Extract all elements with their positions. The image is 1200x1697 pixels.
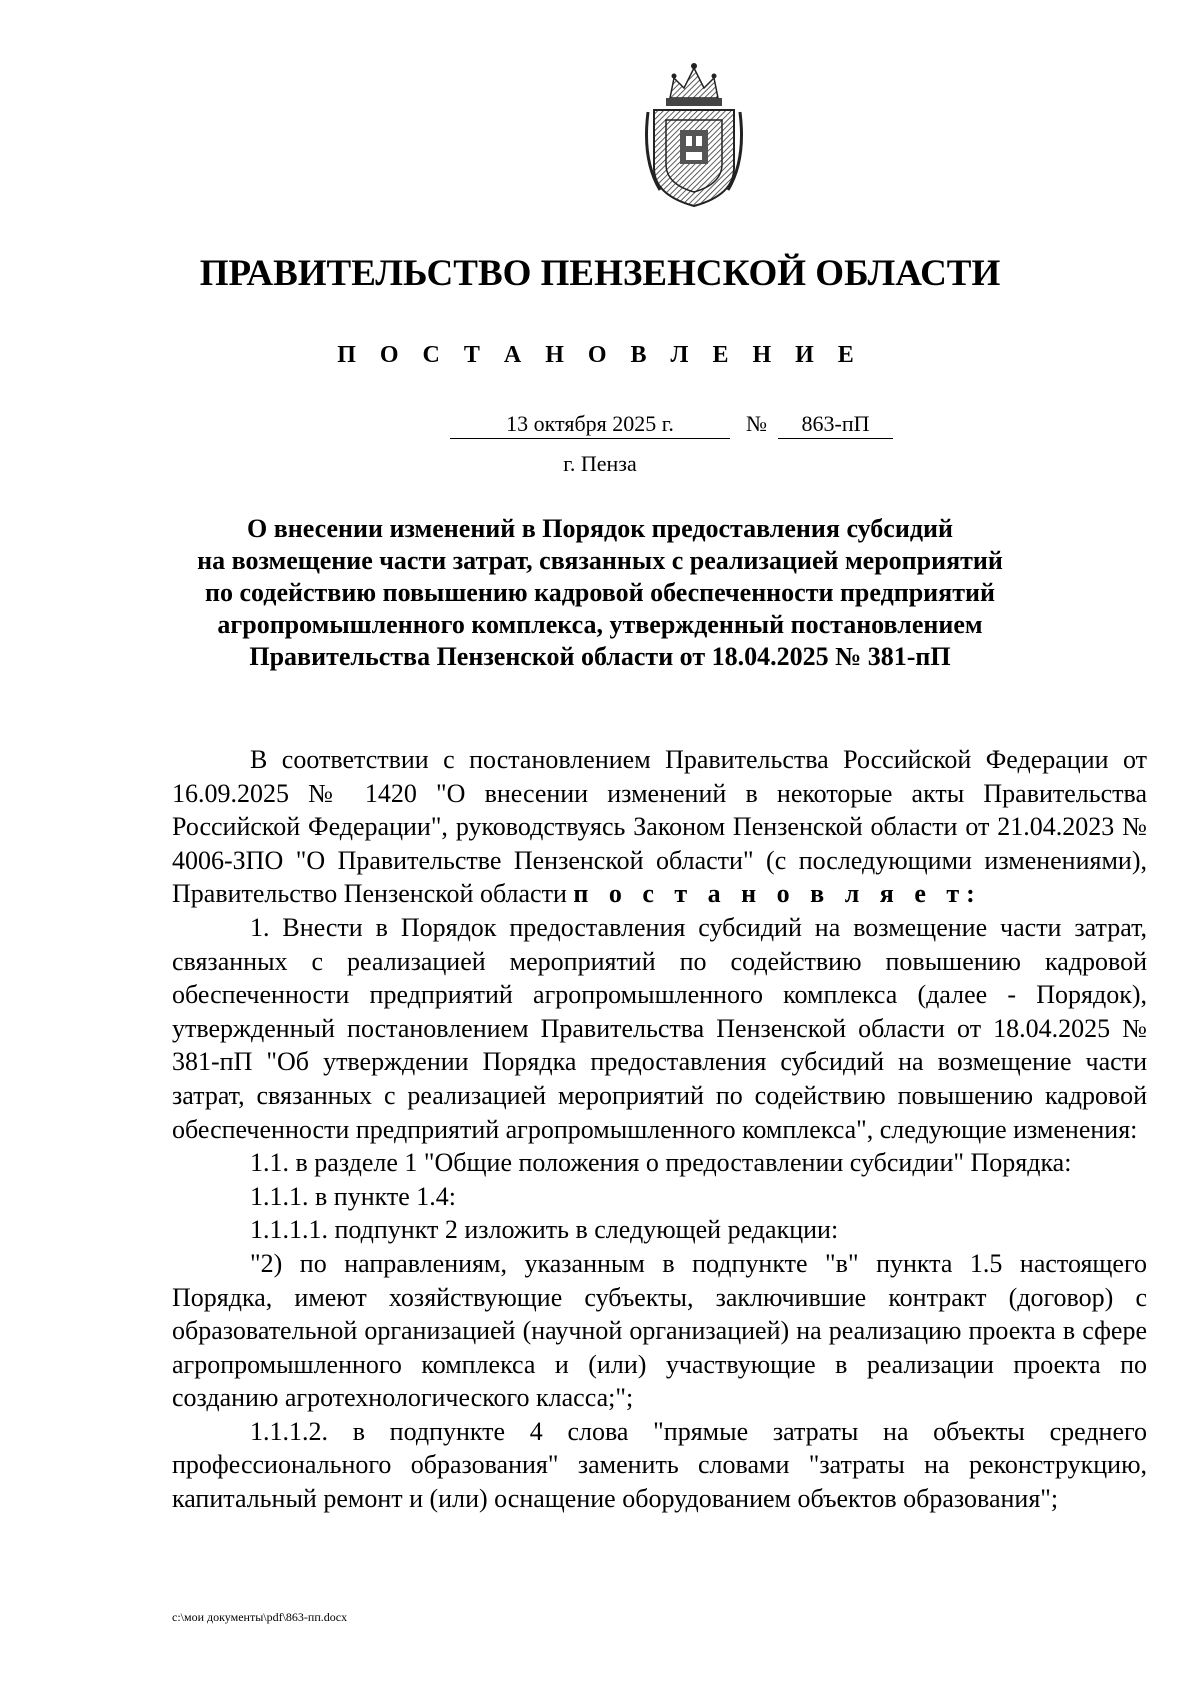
heading-line: по содействию повышению кадровой обеспеченности предприятий bbox=[205, 578, 995, 607]
document-place: г. Пенза bbox=[563, 451, 637, 476]
body-paragraph: 1.1.1. в пункте 1.4: bbox=[250, 1181, 457, 1211]
number-sign: № bbox=[746, 411, 767, 436]
document-date: 13 октября 2025 г. bbox=[450, 410, 730, 439]
body-paragraph: 1.1.1.2. в подпункте 4 слова "прямые затраты на объекты среднего профессионального образования" заменить словами "затраты на реконструкцию, капитальный ремонт и (или) оснащение оборудованием объектов образования"; bbox=[172, 1416, 1147, 1514]
file-path-footer: c:\мои документы\pdf\863-пп.docx bbox=[172, 1610, 348, 1624]
body-paragraph: 1.1. в разделе 1 "Общие положения о предоставлении субсидии" Порядка: bbox=[250, 1148, 1072, 1178]
organization-title: ПРАВИТЕЛЬСТВО ПЕНЗЕНСКОЙ ОБЛАСТИ bbox=[199, 253, 1001, 294]
document-heading bbox=[150, 513, 1050, 673]
heading-line: Правительства Пензенской области от 18.04.2025 № 381-пП bbox=[249, 642, 951, 671]
body-paragraph: "2) по направлениям, указанным в подпункте "в" пункта 1.5 настоящего Порядка, имеют хозяйствующие субъекты, заключившие контракт (договор) с образовательной организацией (научной организацией) на реализацию проекта в сфере агропромышленного комплекса и (или) участвующие в реализации проекта по созданию агротехнологического класса;"; bbox=[172, 1248, 1147, 1413]
document-type: П О С Т А Н О В Л Е Н И Е bbox=[337, 342, 863, 368]
heading-line: агропромышленного комплекса, утвержденный постановлением bbox=[217, 610, 983, 639]
resolves-text: п о с т а н о в л я е т: bbox=[573, 879, 982, 909]
heading-line: на возмещение части затрат, связанных с реализацией мероприятий bbox=[197, 546, 1003, 575]
body-paragraph: 1.1.1.1. подпункт 2 изложить в следующей редакции: bbox=[250, 1215, 839, 1245]
preamble-paragraph bbox=[172, 743, 1147, 911]
document-body bbox=[172, 743, 1147, 1516]
heading-line: О внесении изменений в Порядок предоставления субсидий bbox=[247, 514, 953, 543]
preamble-text: В соответствии с постановлением Правительства Российской Федерации от 16.09.2025 № 1420 "О внесении изменений в некоторые акты Правительства Российской Федерации", руководствуясь Законом Пензенской области от 21.04.2023 № 4006-ЗПО "О Правительстве Пензенской области" (с последующими изменениями), Правительство Пензенской области bbox=[172, 745, 1147, 909]
document-number: 863-пП bbox=[778, 410, 893, 439]
body-paragraph: 1. Внести в Порядок предоставления субсидий на возмещение части затрат, связанных с реализацией мероприятий по содействию повышению кадровой обеспеченности предприятий агропромышленного комплекса (далее - Порядок), утвержденный постановлением Правительства Пензенской области от 18.04.2025 № 381-пП "Об утверждении Порядка предоставления субсидий на возмещение части затрат, связанных с реализацией мероприятий по содействию повышению кадровой обеспеченности предприятий агропромышленного комплекса", следующие изменения: bbox=[172, 912, 1147, 1144]
coat-of-arms-emblem bbox=[640, 60, 748, 210]
